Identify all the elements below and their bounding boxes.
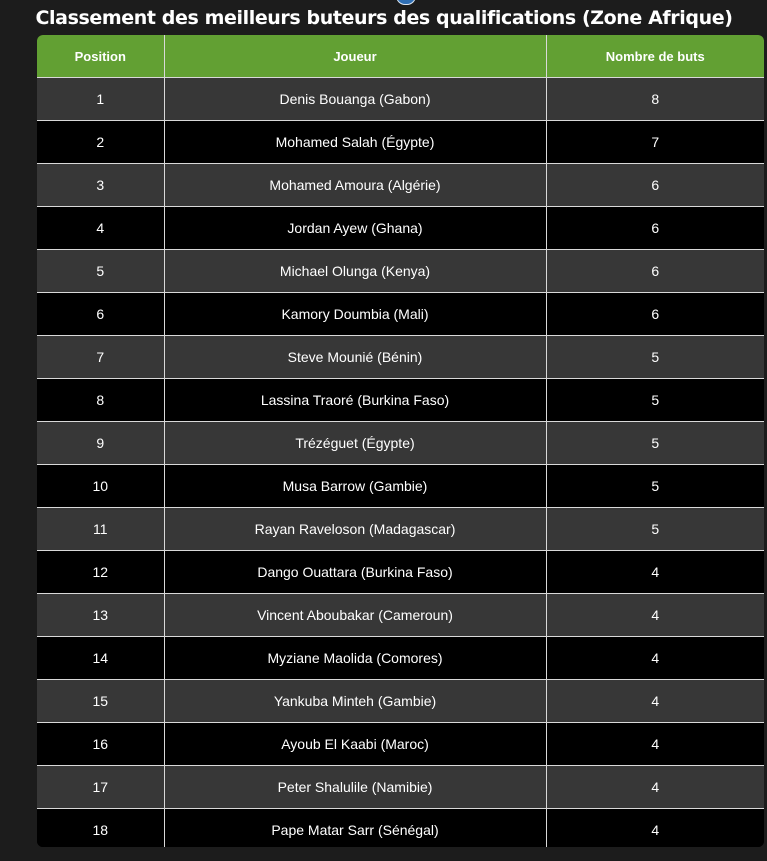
column-header-position: Position: [37, 35, 164, 78]
player-cell: Rayan Raveloson (Madagascar): [164, 508, 546, 551]
player-cell: Yankuba Minteh (Gambie): [164, 680, 546, 723]
position-cell: 7: [37, 336, 164, 379]
player-cell: Jordan Ayew (Ghana): [164, 207, 546, 250]
position-cell: 12: [37, 551, 164, 594]
player-cell: Trézéguet (Égypte): [164, 422, 546, 465]
table-row: [37, 379, 764, 422]
table-row: [37, 594, 764, 637]
table-row: [37, 336, 764, 379]
position-cell: 17: [37, 766, 164, 809]
position-cell: 18: [37, 809, 164, 848]
player-cell: Michael Olunga (Kenya): [164, 250, 546, 293]
goals-cell: 4: [546, 594, 764, 637]
header-row: [37, 35, 764, 78]
player-cell: Dango Ouattara (Burkina Faso): [164, 551, 546, 594]
player-cell: Myziane Maolida (Comores): [164, 637, 546, 680]
position-cell: 15: [37, 680, 164, 723]
goals-cell: 4: [546, 723, 764, 766]
table-row: [37, 465, 764, 508]
goals-cell: 4: [546, 766, 764, 809]
goals-cell: 7: [546, 121, 764, 164]
player-cell: Musa Barrow (Gambie): [164, 465, 546, 508]
position-cell: 4: [37, 207, 164, 250]
goals-cell: 4: [546, 680, 764, 723]
table-row: [37, 78, 764, 121]
goals-cell: 6: [546, 250, 764, 293]
player-cell: Ayoub El Kaabi (Maroc): [164, 723, 546, 766]
table-row: [37, 508, 764, 551]
table-body: [37, 78, 764, 848]
page-title: Classement des meilleurs buteurs des qualifications (Zone Afrique): [35, 7, 733, 29]
player-cell: Steve Mounié (Bénin): [164, 336, 546, 379]
goals-cell: 5: [546, 422, 764, 465]
scorers-table: [37, 35, 764, 847]
goals-cell: 6: [546, 207, 764, 250]
position-cell: 8: [37, 379, 164, 422]
column-header-player: Joueur: [164, 35, 546, 78]
position-cell: 16: [37, 723, 164, 766]
table-row: [37, 164, 764, 207]
position-cell: 2: [37, 121, 164, 164]
position-cell: 1: [37, 78, 164, 121]
player-cell: Kamory Doumbia (Mali): [164, 293, 546, 336]
scorers-table-container: [37, 35, 764, 847]
goals-cell: 4: [546, 809, 764, 848]
table-row: [37, 766, 764, 809]
table-row: [37, 680, 764, 723]
position-cell: 14: [37, 637, 164, 680]
player-cell: Pape Matar Sarr (Sénégal): [164, 809, 546, 848]
goals-cell: 6: [546, 293, 764, 336]
table-row: [37, 809, 764, 848]
table-row: [37, 207, 764, 250]
player-cell: Mohamed Amoura (Algérie): [164, 164, 546, 207]
goals-cell: 5: [546, 336, 764, 379]
goals-cell: 4: [546, 551, 764, 594]
goals-cell: 5: [546, 379, 764, 422]
position-cell: 13: [37, 594, 164, 637]
table-row: [37, 121, 764, 164]
table-header: [37, 35, 764, 78]
position-cell: 5: [37, 250, 164, 293]
player-cell: Lassina Traoré (Burkina Faso): [164, 379, 546, 422]
column-header-goals: Nombre de buts: [546, 35, 764, 78]
position-cell: 10: [37, 465, 164, 508]
player-cell: Mohamed Salah (Égypte): [164, 121, 546, 164]
position-cell: 9: [37, 422, 164, 465]
table-row: [37, 422, 764, 465]
table-row: [37, 723, 764, 766]
table-row: [37, 637, 764, 680]
goals-cell: 4: [546, 637, 764, 680]
position-cell: 6: [37, 293, 164, 336]
table-row: [37, 551, 764, 594]
position-cell: 3: [37, 164, 164, 207]
goals-cell: 5: [546, 465, 764, 508]
player-cell: Vincent Aboubakar (Cameroun): [164, 594, 546, 637]
player-cell: Denis Bouanga (Gabon): [164, 78, 546, 121]
goals-cell: 6: [546, 164, 764, 207]
table-row: [37, 293, 764, 336]
position-cell: 11: [37, 508, 164, 551]
goals-cell: 8: [546, 78, 764, 121]
table-row: [37, 250, 764, 293]
goals-cell: 5: [546, 508, 764, 551]
player-cell: Peter Shalulile (Namibie): [164, 766, 546, 809]
